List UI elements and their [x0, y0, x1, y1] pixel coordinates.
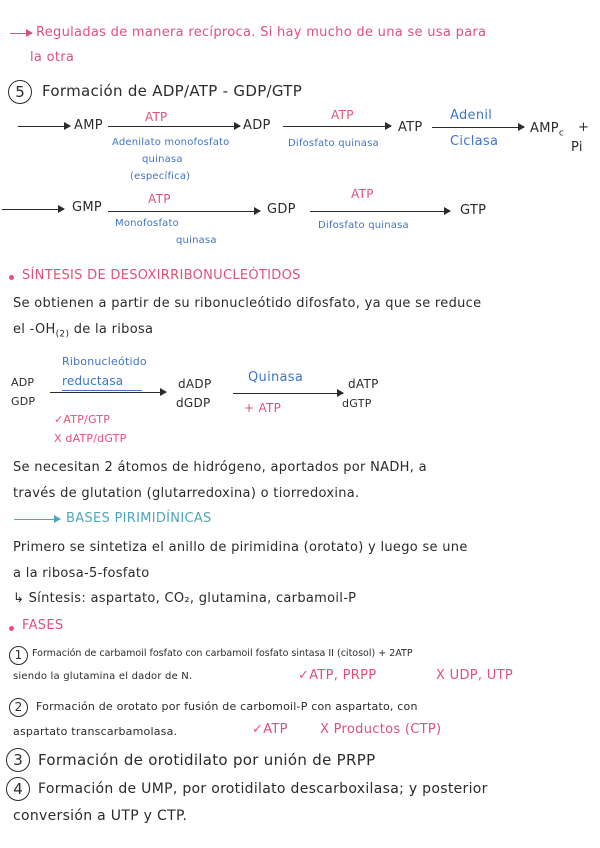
fase-3-number: 3 — [6, 748, 30, 772]
fases-heading: FASES — [22, 618, 64, 633]
reaction-cross: X dATP/dGTP — [54, 432, 127, 445]
row1-pi: Pi — [571, 140, 583, 155]
fase-4-line-1: Formación de UMP, por orotidilato descarboxilasa; y posterior — [38, 781, 488, 797]
intro-arrow — [10, 33, 32, 34]
fase-2-check: ✓ATP — [252, 722, 288, 737]
row2-enzyme-1a: Monofosfato — [115, 218, 179, 229]
row1-enzyme-1a: Adenilato monofosfato — [112, 137, 230, 148]
bases-para-1: Primero se sintetiza el anillo de pirimidina (orotato) y luego se une — [13, 540, 468, 555]
row2-gdp: GDP — [267, 202, 296, 217]
reaction-dgtp: dGTP — [342, 397, 372, 410]
section-5-title: Formación de ADP/ATP - GDP/GTP — [42, 82, 303, 100]
fases-bullet — [9, 626, 14, 631]
fase-2-cross: X Productos (CTP) — [320, 722, 442, 737]
reaction-enzyme-underline — [62, 390, 142, 391]
row2-arrow-0 — [2, 209, 64, 210]
fase-3-line-1: Formación de orotidilato por unión de PRPP — [38, 751, 376, 769]
reaction-enzyme-1a: Ribonucleótido — [62, 355, 147, 368]
bases-para-3: ↳ Síntesis: aspartato, CO₂, glutamina, carbamoil-P — [13, 591, 357, 606]
row2-atp-2: ATP — [351, 187, 374, 201]
row1-atp-1: ATP — [145, 110, 168, 124]
reaction-dadp: dADP — [178, 377, 212, 391]
row1-enzyme-3a: Adenil — [450, 108, 493, 123]
sintesis-heading: SÍNTESIS DE DESOXIRRIBONUCLEÓTIDOS — [22, 268, 301, 283]
row2-arrow-2 — [310, 211, 450, 212]
reaction-gdp: GDP — [11, 395, 36, 408]
row1-enzyme-2: Difosfato quinasa — [288, 138, 379, 149]
row2-atp-1: ATP — [148, 192, 171, 206]
sintesis-para-3: Se necesitan 2 átomos de hidrógeno, aportados por NADH, a — [13, 460, 427, 475]
row1-atp: ATP — [398, 120, 423, 135]
sintesis-bullet — [9, 275, 14, 280]
row2-enzyme-2: Difosfato quinasa — [318, 220, 409, 231]
fase-1-line-2: siendo la glutamina el dador de N. — [13, 671, 193, 682]
bases-arrow — [14, 519, 60, 520]
fase-2-line-1: Formación de orotato por fusión de carbomoil-P con aspartato, con — [36, 700, 418, 713]
intro-line-2: la otra — [30, 50, 75, 65]
fase-4-number: 4 — [6, 777, 30, 801]
row2-gmp: GMP — [72, 200, 103, 215]
row1-arrow-2 — [283, 126, 391, 127]
row2-enzyme-1b: quinasa — [176, 235, 217, 246]
fase-1-number: 1 — [9, 646, 28, 665]
bases-para-2: a la ribosa-5-fosfato — [13, 566, 150, 581]
row1-ampc: $AMP_c$ — [530, 121, 565, 139]
reaction-enzyme-2: Quinasa — [248, 370, 304, 385]
row1-enzyme-1c: (específica) — [130, 171, 191, 182]
row2-arrow-1 — [108, 211, 260, 212]
row1-enzyme-3b: Ciclasa — [450, 134, 499, 149]
fase-1-check: ✓ATP, PRPP — [298, 668, 377, 683]
sintesis-para-1: Se obtienen a partir de su ribonucleótido difosfato, ya que se reduce — [13, 296, 482, 311]
reaction-arrow-2 — [233, 393, 343, 394]
fase-1-line-1: Formación de carbamoil fosfato con carbamoil fosfato sintasa II (citosol) + 2ATP — [32, 648, 413, 659]
row1-arrow-3 — [432, 127, 524, 128]
section-5-number: 5 — [8, 80, 32, 104]
reaction-check: ✓ATP/GTP — [54, 413, 111, 426]
reaction-plus-atp: + ATP — [244, 401, 282, 415]
row1-adp: ADP — [243, 118, 271, 133]
row1-plus: + — [578, 120, 590, 135]
reaction-datp: dATP — [348, 377, 379, 391]
reaction-enzyme-1b: reductasa — [62, 374, 124, 388]
row1-arrow-1 — [108, 126, 240, 127]
row2-gtp: GTP — [460, 203, 487, 218]
sintesis-para-2: el $-OH_{(2)}$ de la ribosa — [13, 322, 154, 340]
bases-heading: BASES PIRIMIDÍNICAS — [66, 511, 212, 526]
reaction-arrow-1 — [50, 392, 166, 393]
sintesis-para-4: través de glutation (glutarredoxina) o tiorredoxina. — [13, 486, 360, 501]
fase-1-cross: X UDP, UTP — [436, 668, 513, 683]
fase-2-line-2: aspartato transcarbamolasa. — [13, 725, 178, 738]
row1-arrow-0 — [18, 126, 70, 127]
fase-4-line-2: conversión a UTP y CTP. — [13, 808, 188, 824]
row1-amp: AMP — [74, 118, 103, 133]
row1-atp-2: ATP — [331, 108, 354, 122]
reaction-adp: ADP — [11, 376, 35, 389]
row1-enzyme-1b: quinasa — [142, 154, 183, 165]
reaction-dgdp: dGDP — [176, 396, 211, 410]
fase-2-number: 2 — [9, 698, 28, 717]
intro-line-1: Reguladas de manera recíproca. Si hay mucho de una se usa para — [36, 25, 487, 40]
